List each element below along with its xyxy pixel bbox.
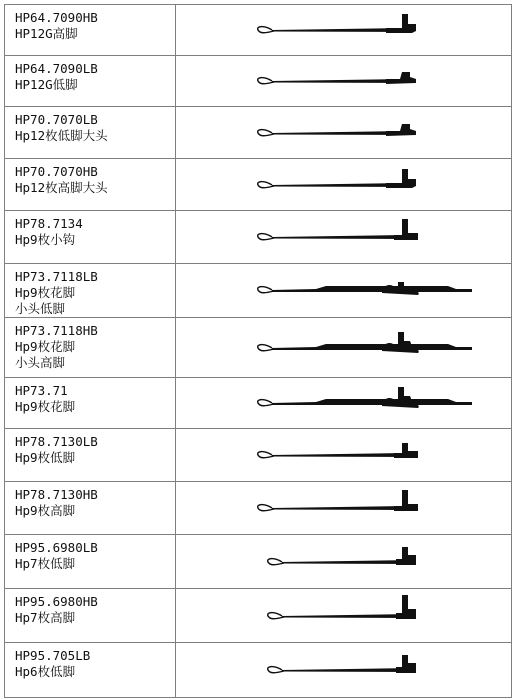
needle-model-code: HP78.7130HB <box>15 487 98 502</box>
needle-row <box>5 378 512 429</box>
needle-label <box>5 643 175 680</box>
needle-code-cell <box>5 589 176 643</box>
needle-row <box>5 535 512 589</box>
needle-code-cell <box>5 482 176 535</box>
needle-code-cell <box>5 107 176 159</box>
needle-drawing-cell <box>175 318 511 378</box>
needle-label <box>5 56 175 93</box>
needle-description: 小头高脚 <box>15 355 66 370</box>
needle-model-code: HP70.7070LB <box>15 112 98 127</box>
needle-shank <box>272 235 406 239</box>
needle-description: Hp9枚低脚 <box>15 450 76 465</box>
needle-illustration <box>176 264 513 316</box>
table-body <box>5 5 512 698</box>
needle-drawing-cell <box>175 482 511 535</box>
needle-shank <box>282 668 413 672</box>
needle-hook <box>257 27 273 33</box>
needle-shank <box>282 560 413 564</box>
needle-code-cell <box>5 159 176 211</box>
needle-hook <box>257 505 273 511</box>
needle-description: Hp12枚低脚大头 <box>15 128 108 143</box>
needle-butt <box>386 72 416 84</box>
needle-model-code: HP73.71 <box>15 383 68 398</box>
needle-model-code: HP64.7090LB <box>15 61 98 76</box>
needle-drawing-cell <box>175 5 511 56</box>
needle-description: 小头低脚 <box>15 301 66 316</box>
needle-shank <box>272 506 406 510</box>
needle-code-cell <box>5 5 176 56</box>
needle-hook <box>257 234 273 240</box>
needle-model-code: HP70.7070HB <box>15 164 98 179</box>
needle-shank <box>272 399 472 405</box>
needle-drawing-cell <box>175 643 511 698</box>
needle-code-cell <box>5 318 176 378</box>
needle-row <box>5 5 512 56</box>
needle-code-cell <box>5 211 176 264</box>
needle-code-cell <box>5 378 176 429</box>
needle-row <box>5 56 512 107</box>
needle-hook <box>257 452 273 458</box>
needle-butt <box>386 124 416 136</box>
needle-row <box>5 159 512 211</box>
needle-spec-table <box>4 4 512 698</box>
needle-hook <box>257 345 273 351</box>
needle-code-cell <box>5 535 176 589</box>
needle-shank <box>272 79 406 83</box>
needle-illustration <box>176 318 513 377</box>
needle-shank <box>272 131 406 135</box>
needle-model-code: HP73.7118LB <box>15 269 98 284</box>
needle-row <box>5 107 512 159</box>
needle-shank <box>272 286 472 292</box>
needle-drawing-cell <box>175 589 511 643</box>
needle-code-cell <box>5 264 176 318</box>
needle-model-code: HP73.7118HB <box>15 323 98 338</box>
needle-hook <box>257 130 273 136</box>
needle-illustration <box>176 482 513 534</box>
needle-shank <box>272 28 406 32</box>
needle-hook <box>257 78 273 84</box>
needle-butt <box>386 169 416 188</box>
needle-butt <box>396 595 416 619</box>
needle-illustration <box>176 56 513 106</box>
needle-illustration <box>176 211 513 263</box>
needle-butt <box>382 332 419 353</box>
needle-label <box>5 378 175 415</box>
needle-hook <box>267 667 283 673</box>
needle-row <box>5 589 512 643</box>
needle-illustration <box>176 378 513 428</box>
needle-description: Hp9枚花脚 <box>15 339 76 354</box>
needle-label <box>5 318 175 371</box>
needle-illustration <box>176 159 513 210</box>
needle-label <box>5 482 175 519</box>
needle-shank <box>282 614 413 618</box>
needle-model-code: HP95.705LB <box>15 648 91 663</box>
needle-description: HP12G高脚 <box>15 26 78 41</box>
needle-drawing-cell <box>175 535 511 589</box>
needle-label <box>5 159 175 196</box>
needle-code-cell <box>5 643 176 698</box>
needle-drawing-cell <box>175 159 511 211</box>
needle-butt <box>382 282 419 295</box>
needle-description: Hp7枚高脚 <box>15 610 76 625</box>
needle-description: Hp6枚低脚 <box>15 664 76 679</box>
needle-hook <box>257 182 273 188</box>
needle-hook <box>257 400 273 406</box>
needle-label <box>5 211 175 248</box>
needle-illustration <box>176 5 513 55</box>
needle-illustration <box>176 535 513 588</box>
needle-butt <box>386 14 416 33</box>
needle-shank <box>272 344 472 350</box>
needle-description: Hp12枚高脚大头 <box>15 180 108 195</box>
needle-row <box>5 264 512 318</box>
needle-butt <box>382 387 419 408</box>
needle-drawing-cell <box>175 107 511 159</box>
needle-description: Hp9枚小钩 <box>15 232 76 247</box>
needle-drawing-cell <box>175 56 511 107</box>
needle-code-cell <box>5 56 176 107</box>
needle-description: Hp9枚花脚 <box>15 285 76 300</box>
needle-description: Hp9枚高脚 <box>15 503 76 518</box>
needle-label <box>5 107 175 144</box>
needle-hook <box>257 287 273 293</box>
needle-label <box>5 5 175 42</box>
needle-description: HP12G低脚 <box>15 77 78 92</box>
needle-butt <box>396 547 416 565</box>
needle-butt <box>394 443 418 458</box>
needle-description: Hp7枚低脚 <box>15 556 76 571</box>
needle-butt <box>396 655 416 673</box>
needle-description: Hp9枚花脚 <box>15 399 76 414</box>
needle-shank <box>272 453 406 457</box>
needle-illustration <box>176 429 513 481</box>
needle-row <box>5 211 512 264</box>
needle-butt <box>394 219 418 240</box>
needle-drawing-cell <box>175 211 511 264</box>
needle-illustration <box>176 589 513 642</box>
needle-model-code: HP95.6980HB <box>15 594 98 609</box>
needle-code-cell <box>5 429 176 482</box>
needle-model-code: HP64.7090HB <box>15 10 98 25</box>
needle-drawing-cell <box>175 264 511 318</box>
needle-butt <box>394 490 418 511</box>
needle-label <box>5 535 175 572</box>
needle-illustration <box>176 643 513 697</box>
needle-shank <box>272 183 406 187</box>
needle-model-code: HP78.7130LB <box>15 434 98 449</box>
needle-row <box>5 429 512 482</box>
needle-label <box>5 589 175 626</box>
needle-illustration <box>176 107 513 158</box>
needle-hook <box>267 613 283 619</box>
needle-drawing-cell <box>175 429 511 482</box>
needle-drawing-cell <box>175 378 511 429</box>
needle-model-code: HP95.6980LB <box>15 540 98 555</box>
needle-model-code: HP78.7134 <box>15 216 83 231</box>
needle-hook <box>267 559 283 565</box>
needle-row <box>5 318 512 378</box>
needle-label <box>5 429 175 466</box>
needle-label <box>5 264 175 317</box>
needle-row <box>5 643 512 698</box>
needle-row <box>5 482 512 535</box>
